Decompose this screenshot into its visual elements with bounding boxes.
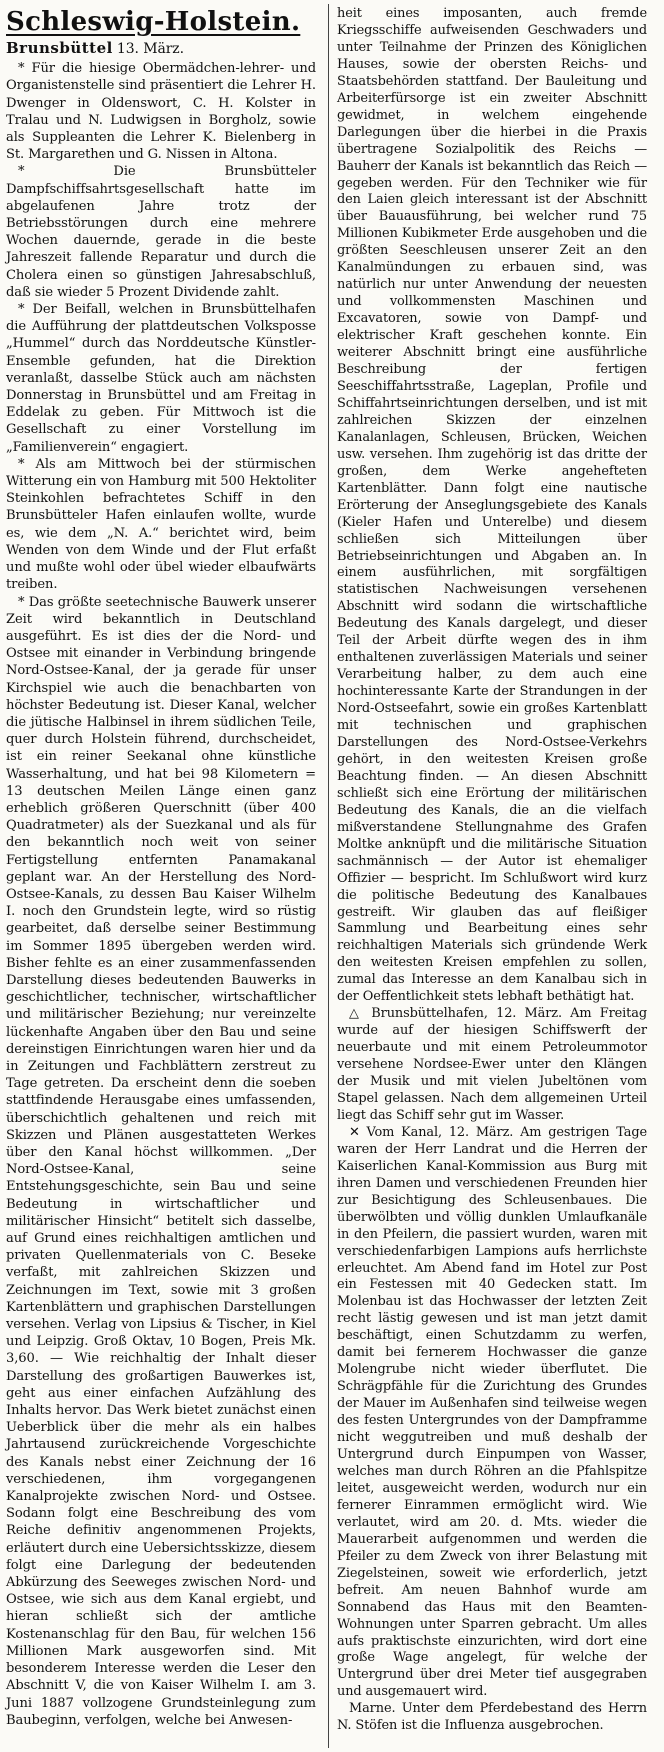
section-title: Schleswig-Holstein. [6,7,301,37]
article-paragraph: * Für die hiesige Obermädchen-lehrer- und Organistenstelle sind präsentiert die Lehrer H. Dwenger in Oldenswort, C. H. Kolster in Tralau und N. Ludwigsen in Borgholz, sowie als Suppleanten die Lehrer K. Bielenberg in St. Margarethen und G. Nissen in Altona. [6,61,316,163]
article-paragraph: * Das größte seetechnische Bauwerk unserer Zeit wird bekanntlich in Deutschland ausgeführt. Es ist dies der die Nord- und Ostsee mit einander in Verbindung bringende Nord-Ostsee-Kanal, der ja gerade für unser Kirchspiel wie auch die benachbarten von höchster Bedeutung ist. Dieser Kanal, welcher die jütische Halbinsel in ihrem südlichen Teile, quer durch Holstein führend, durchscheidet, ist ein reiner Seekanal ohne künstliche Wasserhaltung, und hat bei 98 Kilometern = 13 deutschen Meilen Länge einen ganz erheblich größeren Querschnitt (über 400 Quadratmeter) als der Suezkanal und als für den bekanntlich noch weit von seiner Fertigstellung entfernten Panamakanal geplant war. An der Herstellung des Nord-Ostsee-Kanals, zu dessen Bau Kaiser Wilhelm I. noch den Grundstein legte, wird so rüstig gearbeitet, daß derselbe seiner Bestimmung im Sommer 1895 übergeben werden wird. Bisher fehlte es an einer zusammenfassenden Darstellung dieses bedeutenden Bauwerks in geschichtlicher, technischer, wirtschaftlicher und militärischer Beziehung; nur vereinzelte lückenhafte Angaben über den Bau und seine dereinstigen Einrichtungen waren hier und da in Zeitungen und Fachblättern zerstreut zu Tage getreten. Da erscheint denn die soeben stattfindende Herausgabe eines umfassenden, überschichtlich gehaltenen und reich mit Skizzen und Plänen ausgestatteten Werkes über den Kanal höchst willkommen. „Der Nord-Ostsee-Kanal, seine Entstehungsgeschichte, sein Bau und seine Bedeutung in wirtschaftlicher und militärischer Hinsicht“ betitelt sich dasselbe, auf Grund eines reichhaltigen amtlichen und privaten Quellenmaterials von C. Beseke verfaßt, mit zahlreichen Skizzen und Zeichnungen im Text, sowie mit 3 großen Kartenblättern und graphischen Darstellungen versehen. Verlag von Lipsius & Tischer, in Kiel und Leipzig. Groß Oktav, 10 Bogen, Preis Mk. 3,60. — Wie reichhaltig der Inhalt dieser Darstellung des großartigen Bauwerkes ist, geht aus einer einfachen Aufzählung des Inhalts hervor. Das Werk bietet zunächst einen Ueberblick über die mehr als ein halbes Jahrtausend zurückreichende Vorgeschichte des Kanals nebst einer Zeichnung der 16 verschiedenen, ihm vorgegangenen Kanalprojekte zwischen Nord- und Ostsee. Sodann folgt eine Beschreibung des vom Reiche definitiv angenommenen Projekts, erläutert durch eine Uebersichtsskizze, diesem folgt eine Darlegung der bedeutenden Abkürzung des Seeweges zwischen Nord- und Ostsee, wie sich aus dem Kanal ergiebt, und hieran schließt sich der amtliche Kostenanschlag für den Bau, für welchen 156 Millionen Mark ausgeworfen sind. Mit besonderem Interesse werden die Leser den Abschnitt V, die von Kaiser Wilhelm I. am 3. Juni 1887 vollzogene Grundsteinlegung zum Baubeginn, verfolgen, welche bei Anwesen- [6,594,316,1728]
dateline [6,40,316,58]
article-paragraph: * Die Brunsbütteler Dampfschiffsahrtsgesellschaft hatte im abgelaufenen Jahre trotz der Betriebsstörungen durch eine mehrere Wochen dauernde, gerade in die beste Jahreszeit fallende Reparatur und durch die Cholera einen so günstigen Jahresabschluß, daß sie wieder 5 Prozent Dividende zahlt. [6,164,316,300]
dateline-place: Brunsbüttel [6,39,113,57]
dateline-date: 13. März. [116,41,184,57]
right-column [337,6,647,1735]
news-item-vom-kanal: ✕ Vom Kanal, 12. März. Am gestrigen Tage waren der Herr Landrat und die Herren der Kaiserlichen Kanal-Kommission aus Burg mit ihren Damen und verschiedenen Freunden hier zur Besichtigung des Schleusenbaues. Die überwölbten und völlig dunklen Umlaufkanäle in den Pfeilern, die passiert wurden, waren mit verschiedenfarbigen Lampions aufs herrlichste erleuchtet. Am Abend fand im Hotel zur Post ein Festessen mit 40 Gedecken statt. Im Molenbau ist das Hochwasser der letzten Zeit recht lästig gewesen und ist man jetzt damit beschäftigt, einen Schutzdamm zu werfen, damit bei fernerem Hochwasser die ganze Molengrube nicht wieder überflutet. Die Schrägpfähle für die Zurichtung des Grundes der Mauer im Außenhafen sind teilweise wegen des festen Untergrundes von der Dampframme nicht weggutreiben und muß deshalb der Untergrund durch Einpumpen von Wasser, welches man durch Röhren an die Pfahlspitze leitet, ausgeweicht werden, wodurch nur ein fernerer Einrammen ermöglicht wird. Wie verlautet, wird am 20. d. Mts. wieder die Mauerarbeit aufgenommen und werden die Pfeiler zu dem Zweck von ihrer Belastung mit Ziegelsteinen, soweit wie erforderlich, jetzt befreit. Am neuen Bahnhof wurde am Sonnabend das Haus mit den Beamten-Wohnungen unter Sparren gebracht. Um alles aufs praktischste einzurichten, wird dort eine große Wage angelegt, für welche der Untergrund über drei Meter tief ausgegraben und ausgemauert wird. [337,1124,647,1700]
article-paragraph: heit eines imposanten, auch fremde Kriegsschiffe aufweisenden Geschwaders und unter Teilnahme der Prinzen des Königlichen Hauses, sowie der obersten Reichs- und Staatsbehörden stattfand. Der Bauleitung und Arbeiterfürsorge ist ein zweiter Abschnitt gewidmet, in welchem eingehende Darlegungen über die hierbei in die Praxis übertragene Sozialpolitik des Reichs — Bauherr der Kanals ist bekanntlich das Reich — gegeben werden. Für den Techniker wie für den Laien gleich interessant ist der Abschnitt über Bauausführung, bei welcher rund 75 Millionen Kubikmeter Erde ausgehoben und die größten Seeschleusen unserer Zeit an den Kanalmündungen zu erbauen sind, was natürlich nur unter Anwendung der neuesten und vollkommensten Maschinen und Excavatoren, sowie von Dampf- und elektrischer Kraft geschehen konnte. Ein weiterer Abschnitt bringt eine ausführliche Beschreibung der fertigen Seeschiffahrtsstraße, Lageplan, Profile und Schiffahrtseinrichtungen derselben, und ist mit zahlreichen Skizzen der einzelnen Kanalanlagen, Schleusen, Brücken, Weichen usw. versehen. Ihm zugehörig ist das dritte der großen, dem Werke angehefteten Kartenblätter. Dann folgt eine nautische Erörterung der Anseglungsgebiete des Kanals (Kieler Hafen und Unterelbe) und diesem schließen sich Mitteilungen über Betriebseinrichtungen und Abgaben an. In einem ausführlichen, mit sorgfältigen statistischen Nachweisungen versehenen Abschnitt wird sodann die wirtschaftliche Bedeutung des Kanals dargelegt, und dieser Teil der Arbeit dürfte wegen des in ihm enthaltenen zuverlässigen Materials und seiner Verarbeitung halber, zu dem auch eine hochinteressante Karte der Strandungen in der Nord-Ostseefahrt, sowie ein großes Kartenblatt mit technischen und graphischen Darstellungen des Nord-Ostsee-Verkehrs gehört, in den weitesten Kreisen große Beachtung finden. — An diesen Abschnitt schließt sich eine Erörtung der militärischen Bedeutung des Kanals, die an die vielfach mißverstandene Stellungnahme des Grafen Moltke anknüpft und die militärische Situation sachmännisch — der Autor ist ehemaliger Offizier — bespricht. Im Schlußwort wird kurz die politische Bedeutung des Kanalbaues gestreift. Wir glauben das auf fleißiger Sammlung und Bearbeitung eines sehr reichhaltigen Materials sich gründende Werk den weitesten Kreisen empfehlen zu sollen, zumal das Interesse an dem Kanalbau sich in der Oeffentlichkeit stets lebhaft bethätigt hat. [337,6,647,1005]
news-item-brunsbuettelhafen: △ Brunsbüttelhafen, 12. März. Am Freitag wurde auf der hiesigen Schiffswerft der neuerbaute und mit einem Petroleummotor versehene Nordsee-Ewer unter den Klängen der Musik und mit vielen Jubeltönen vom Stapel gelassen. Nach dem allgemeinen Urteil liegt das Schiff sehr gut im Wasser. [337,1006,647,1123]
column-divider [328,4,329,1748]
article-paragraph: * Der Beifall, welchen in Brunsbüttelhafen die Aufführung der plattdeutschen Volksposse „Hummel“ durch das Norddeutsche Künstler-Ensemble gefunden, hat die Direktion veranlaßt, dasselbe Stück auch am nächsten Donnerstag in Brunsbüttel und am Freitag in Eddelak zu geben. Für Mittwoch ist die Gesellschaft zu einer Vorstellung im „Familienverein“ engagiert. [6,302,316,455]
news-item-marne: Marne. Unter dem Pferdebestand des Herrn N. Stöfen ist die Influenza ausgebrochen. [337,1701,647,1734]
left-column [6,6,316,1729]
article-paragraph: * Als am Mittwoch bei der stürmischen Witterung ein von Hamburg mit 500 Hektoliter Steinkohlen befrachtetes Schiff in den Brunsbütteler Hafen einlaufen wollte, wurde es, wie dem „N. A.“ berichtet wird, beim Wenden von dem Winde und der Flut erfaßt und mußte wohl oder übel wieder elbaufwärts treiben. [6,456,316,593]
